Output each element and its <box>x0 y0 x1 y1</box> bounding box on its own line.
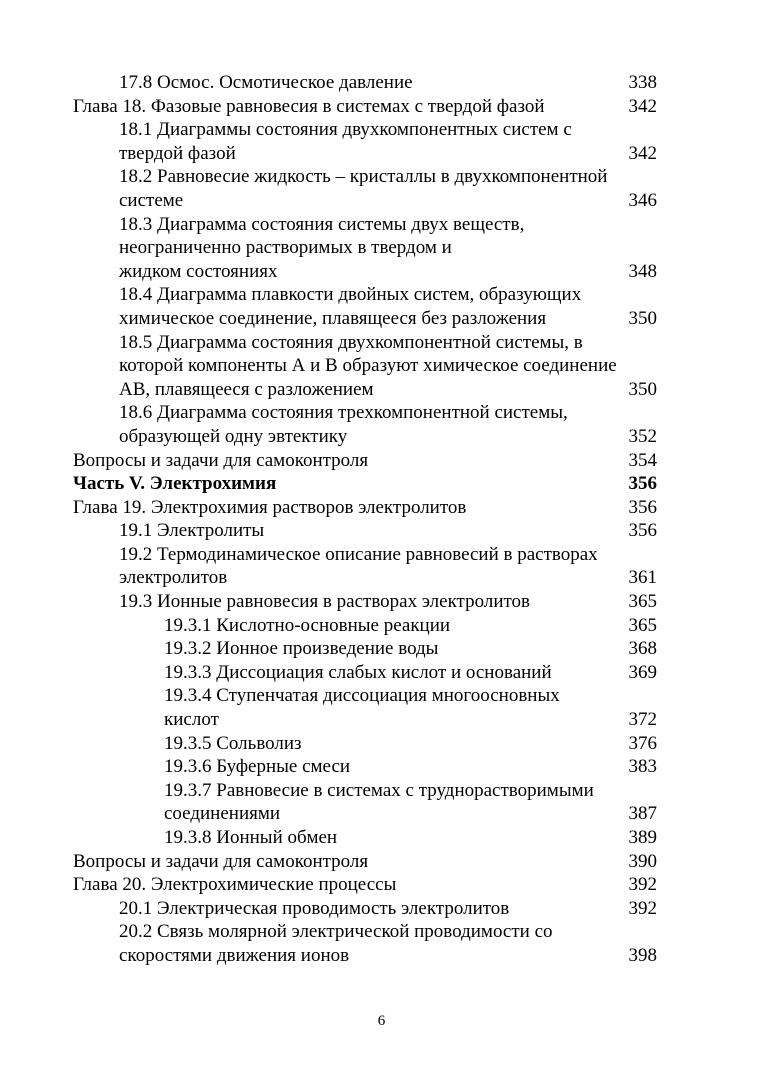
toc-entry-page: 356 <box>628 473 657 495</box>
toc-entry-title-line: 19.3 Ионные равновесия в растворах электролитов <box>119 591 531 613</box>
toc-entry <box>0 590 763 614</box>
toc-entry-page: 348 <box>628 260 657 282</box>
toc-entry-title-line: 18.6 Диаграмма состояния трехкомпонентной системы, <box>119 402 568 424</box>
toc-entry-title-line: 19.3.5 Сольволиз <box>164 732 302 754</box>
toc-entry <box>0 661 763 685</box>
toc-entry-title-line: Глава 19. Электрохимия растворов электролитов <box>73 496 467 518</box>
toc-entry-title-line: соединениями <box>164 803 281 825</box>
toc-entry-title-line: 19.3.6 Буферные смеси <box>164 756 351 778</box>
toc-entry <box>0 401 763 448</box>
toc-entry-page: 372 <box>628 709 657 731</box>
toc-entry <box>0 165 763 212</box>
toc-entry-page: 346 <box>628 189 657 211</box>
toc-entry-title-line: Вопросы и задачи для самоконтроля <box>73 850 369 872</box>
toc-entry <box>0 684 763 731</box>
toc-entry-title-line: электролитов <box>119 567 228 589</box>
toc-entry-page: 342 <box>628 95 657 117</box>
toc-entry-page: 338 <box>628 72 657 93</box>
toc-entry-title-line: 20.1 Электрическая проводимость электролитов <box>119 897 510 919</box>
toc-entry-title-line: 19.3.1 Кислотно-основные реакции <box>164 614 451 636</box>
toc-entry-title-line: жидком состояниях <box>119 260 278 282</box>
toc-entry <box>0 95 763 119</box>
toc-entry-title-line: неограниченно растворимых в твердом и <box>119 237 452 259</box>
toc-entry-page: 350 <box>628 307 657 329</box>
toc-entry-page: 354 <box>628 449 657 471</box>
toc-entry-page: 389 <box>628 827 657 848</box>
toc-entry <box>0 331 763 402</box>
toc-entry-page: 365 <box>628 591 657 613</box>
toc-entry <box>0 850 763 874</box>
toc-entry-page: 352 <box>628 425 657 447</box>
toc-entry-title-line: 19.3.8 Ионный обмен <box>164 827 338 848</box>
toc-entry-title-line: скоростями движения ионов <box>119 944 350 966</box>
toc-entry-page: 390 <box>628 850 657 872</box>
toc-entry-page: 368 <box>628 638 657 660</box>
toc-entry-title-line: Вопросы и задачи для самоконтроля <box>73 449 369 471</box>
toc-entry-title-line: 18.2 Равновесие жидкость – кристаллы в двухкомпонентной <box>119 166 608 188</box>
toc-entry-page: 350 <box>628 378 657 400</box>
toc-entry <box>0 826 763 850</box>
toc-entry-title-line: 18.5 Диаграмма состояния двухкомпонентной системы, в <box>119 331 583 353</box>
toc-entry-title-line: 18.4 Диаграмма плавкости двойных систем, образующих <box>119 284 582 306</box>
toc-entry-title-line: 19.1 Электролиты <box>119 520 265 542</box>
toc-entry <box>0 213 763 284</box>
toc-entry <box>0 779 763 826</box>
toc-entry-title-line: 19.2 Термодинамическое описание равновесий в растворах <box>119 543 598 565</box>
toc-entry-page: 361 <box>628 567 657 589</box>
toc-entry-title-line: 20.2 Связь молярной электрической проводимости со <box>119 921 553 943</box>
toc-entry-title-line: кислот <box>164 709 219 731</box>
toc-entry-page: 387 <box>628 803 657 825</box>
toc-entry <box>0 71 763 95</box>
toc-entry-title-line: системе <box>119 189 184 211</box>
table-of-contents <box>0 71 763 968</box>
toc-entry <box>0 920 763 967</box>
toc-entry-title-line: АВ, плавящееся с разложением <box>119 378 374 400</box>
page-number: 6 <box>377 1013 386 1029</box>
toc-entry-page: 383 <box>628 756 657 778</box>
toc-entry-title-line: 19.3.4 Ступенчатая диссоциация многоосновных <box>164 685 560 707</box>
toc-entry-title-line: которой компоненты А и В образуют химическое соединение <box>119 355 617 377</box>
toc-entry-title-line: 19.3.3 Диссоциация слабых кислот и оснований <box>164 661 552 683</box>
toc-entry <box>0 732 763 756</box>
toc-entry-title-line: 18.1 Диаграммы состояния двухкомпонентных систем с <box>119 119 572 141</box>
toc-entry <box>0 496 763 520</box>
toc-entry <box>0 283 763 330</box>
toc-entry-page: 342 <box>628 142 657 164</box>
toc-entry <box>0 637 763 661</box>
toc-entry-title-line: Часть V. Электрохимия <box>73 473 277 495</box>
toc-entry <box>0 755 763 779</box>
toc-entry-page: 356 <box>628 520 657 542</box>
toc-entry-title-line: 19.3.2 Ионное произведение воды <box>164 638 439 660</box>
toc-entry-title-line: химическое соединение, плавящееся без разложения <box>119 307 547 329</box>
toc-entry <box>0 543 763 590</box>
toc-entry-page: 356 <box>628 496 657 518</box>
toc-entry-page: 365 <box>628 614 657 636</box>
toc-entry <box>0 897 763 921</box>
toc-entry-page: 392 <box>628 897 657 919</box>
toc-entry-page: 376 <box>628 732 657 754</box>
toc-entry-title-line: твердой фазой <box>119 142 236 164</box>
toc-entry <box>0 614 763 638</box>
toc-entry-title-line: 18.3 Диаграмма состояния системы двух веществ, <box>119 213 525 235</box>
toc-entry-title-line: образующей одну эвтектику <box>119 425 348 447</box>
toc-entry <box>0 472 763 496</box>
toc-entry-title-line: 17.8 Осмос. Осмотическое давление <box>119 72 413 93</box>
toc-entry <box>0 118 763 165</box>
toc-entry-title-line: Глава 20. Электрохимические процессы <box>73 874 397 896</box>
toc-entry <box>0 873 763 897</box>
toc-entry <box>0 449 763 473</box>
toc-entry-page: 398 <box>628 944 657 966</box>
toc-entry-page: 369 <box>628 661 657 683</box>
toc-entry-page: 392 <box>628 874 657 896</box>
toc-entry-title-line: Глава 18. Фазовые равновесия в системах с твердой фазой <box>73 95 545 117</box>
toc-entry-title-line: 19.3.7 Равновесие в системах с труднорастворимыми <box>164 779 594 801</box>
toc-entry <box>0 519 763 543</box>
